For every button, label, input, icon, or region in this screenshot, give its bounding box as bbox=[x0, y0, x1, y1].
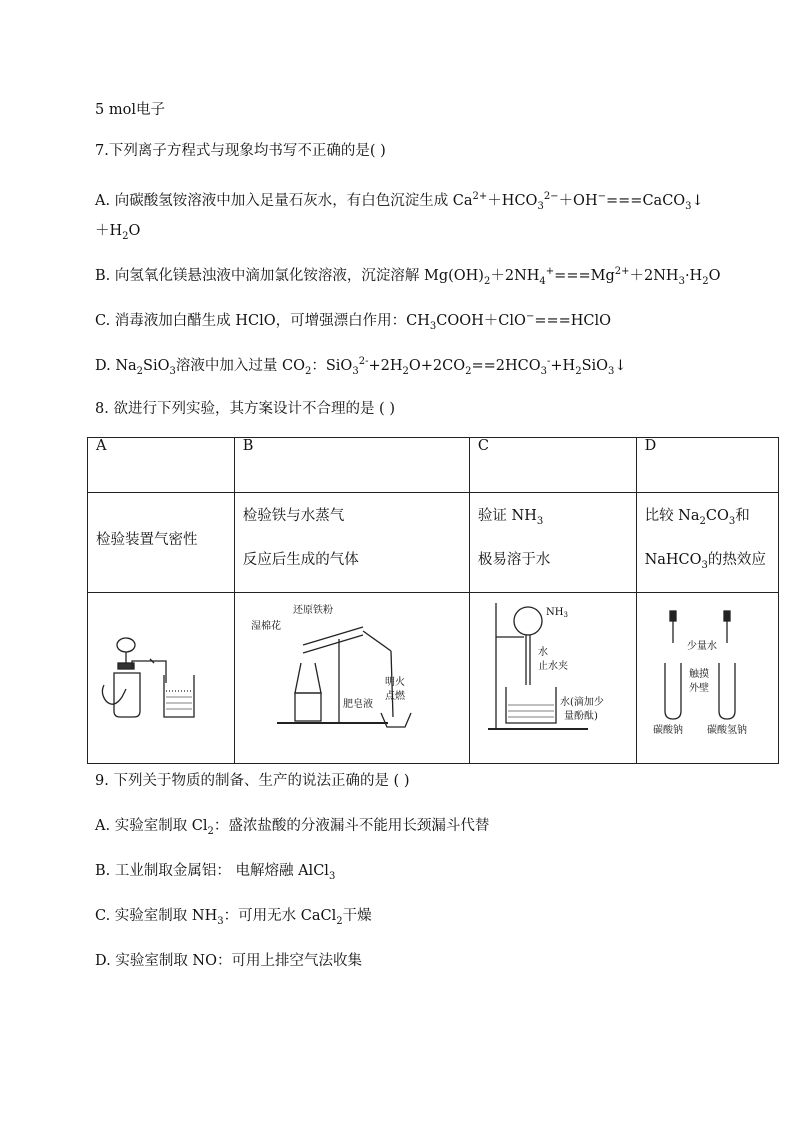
fig-b-label-ignite: 点燃 bbox=[384, 691, 405, 702]
fig-b-label-wet-cotton: 湿棉花 bbox=[250, 621, 281, 632]
fig-d-label-outer-wall: 外壁 bbox=[688, 683, 709, 694]
question-9-option-d: D. 实验室制取 NO：可用上排空气法收集 bbox=[95, 953, 363, 969]
fig-d-label-sodium-carbonate: 碳酸钠 bbox=[652, 725, 683, 736]
figure-a-cell bbox=[88, 593, 235, 764]
question-9-option-b: B. 工业制取金属铝： 电解熔融 AlCl$_3$ bbox=[95, 863, 336, 882]
table-figure-row bbox=[88, 593, 779, 764]
fig-b-label-soap: 肥皂液 bbox=[342, 699, 373, 710]
purpose-b: 检验铁与水蒸气 反应后生成的气体 bbox=[234, 493, 469, 593]
header-b: B bbox=[234, 438, 469, 493]
heat-effect-figure bbox=[645, 593, 789, 759]
iron-steam-apparatus-figure bbox=[243, 593, 473, 759]
purpose-a: 检验装置气密性 bbox=[88, 493, 235, 593]
fig-d-label-touch: 触摸 bbox=[688, 669, 709, 680]
fig-c-label-clamp: 止水夹 bbox=[537, 661, 568, 672]
fig-c-label-nh3: $NH_3$ bbox=[545, 607, 568, 619]
figure-d-cell bbox=[636, 593, 778, 764]
question-9-option-a: A. 实验室制取 $Cl_2$：盛浓盐酸的分液漏斗不能用长颈漏斗代替 bbox=[95, 818, 490, 837]
fig-b-label-iron-powder: 还原铁粉 bbox=[292, 605, 333, 616]
question-7-option-a-cont: $+H_2O$ bbox=[95, 223, 141, 242]
fig-c-label-water-phenol-1: 水(滴加少 bbox=[559, 697, 604, 708]
question-7-option-b: B. 向氢氧化镁悬浊液中滴加氯化铵溶液，沉淀溶解 $Mg(OH)_2+2NH_4^+===Mg^{2+}+2NH_3\cdot H_2O$ bbox=[95, 266, 721, 287]
fig-d-label-water: 少量水 bbox=[686, 641, 717, 652]
question-9-option-c: C. 实验室制取 $NH_3$：可用无水 CaCl$_2$干燥 bbox=[95, 908, 372, 927]
purpose-c: 验证 $NH_3$ 极易溶于水 bbox=[469, 493, 636, 593]
question-7-option-c: C. 消毒液加白醋生成 HClO，可增强漂白作用：$CH_3COOH+ClO^-===HClO$ bbox=[95, 311, 612, 332]
fig-c-label-water-phenol-2: 量酚酞) bbox=[563, 711, 598, 722]
question-8-stem: 8. 欲进行下列实验，其方案设计不合理的是 ( ) bbox=[95, 401, 395, 417]
fountain-experiment-figure bbox=[478, 593, 644, 759]
header-c: C bbox=[469, 438, 636, 493]
experiment-table bbox=[87, 437, 779, 764]
fig-d-label-sodium-bicarbonate: 碳酸氢钠 bbox=[706, 725, 747, 736]
fig-b-label-flame: 明火 bbox=[384, 677, 405, 688]
header-a: A bbox=[88, 438, 235, 493]
airtightness-apparatus-figure bbox=[96, 593, 244, 759]
figure-b-cell bbox=[234, 593, 469, 764]
table-purpose-row bbox=[88, 493, 779, 593]
previous-answer-tail: 5 mol电子 bbox=[95, 102, 165, 118]
fig-c-label-water: 水 bbox=[537, 647, 548, 658]
question-7-option-a: A. 向碳酸氢铵溶液中加入足量石灰水，有白色沉淀生成 $Ca^{2+}+HCO_3^{2-}+OH^-===CaCO_3↓$ bbox=[95, 191, 704, 212]
question-7-stem: 7.下列离子方程式与现象均书写不正确的是( ) bbox=[95, 143, 386, 159]
figure-c-cell bbox=[469, 593, 636, 764]
question-9-stem: 9. 下列关于物质的制备、生产的说法正确的是 ( ) bbox=[95, 773, 410, 789]
table-header-row bbox=[88, 438, 779, 493]
header-d: D bbox=[636, 438, 778, 493]
question-7-option-d: D. $Na_2SiO_3$溶液中加入过量 $CO_2$：$SiO_3^{2-}+2H_2O+2CO_2==2HCO_3^-+H_2SiO_3↓$ bbox=[95, 356, 627, 377]
purpose-d: 比较 $Na_2CO_3$和 NaHCO$_3$的热效应 bbox=[636, 493, 778, 593]
